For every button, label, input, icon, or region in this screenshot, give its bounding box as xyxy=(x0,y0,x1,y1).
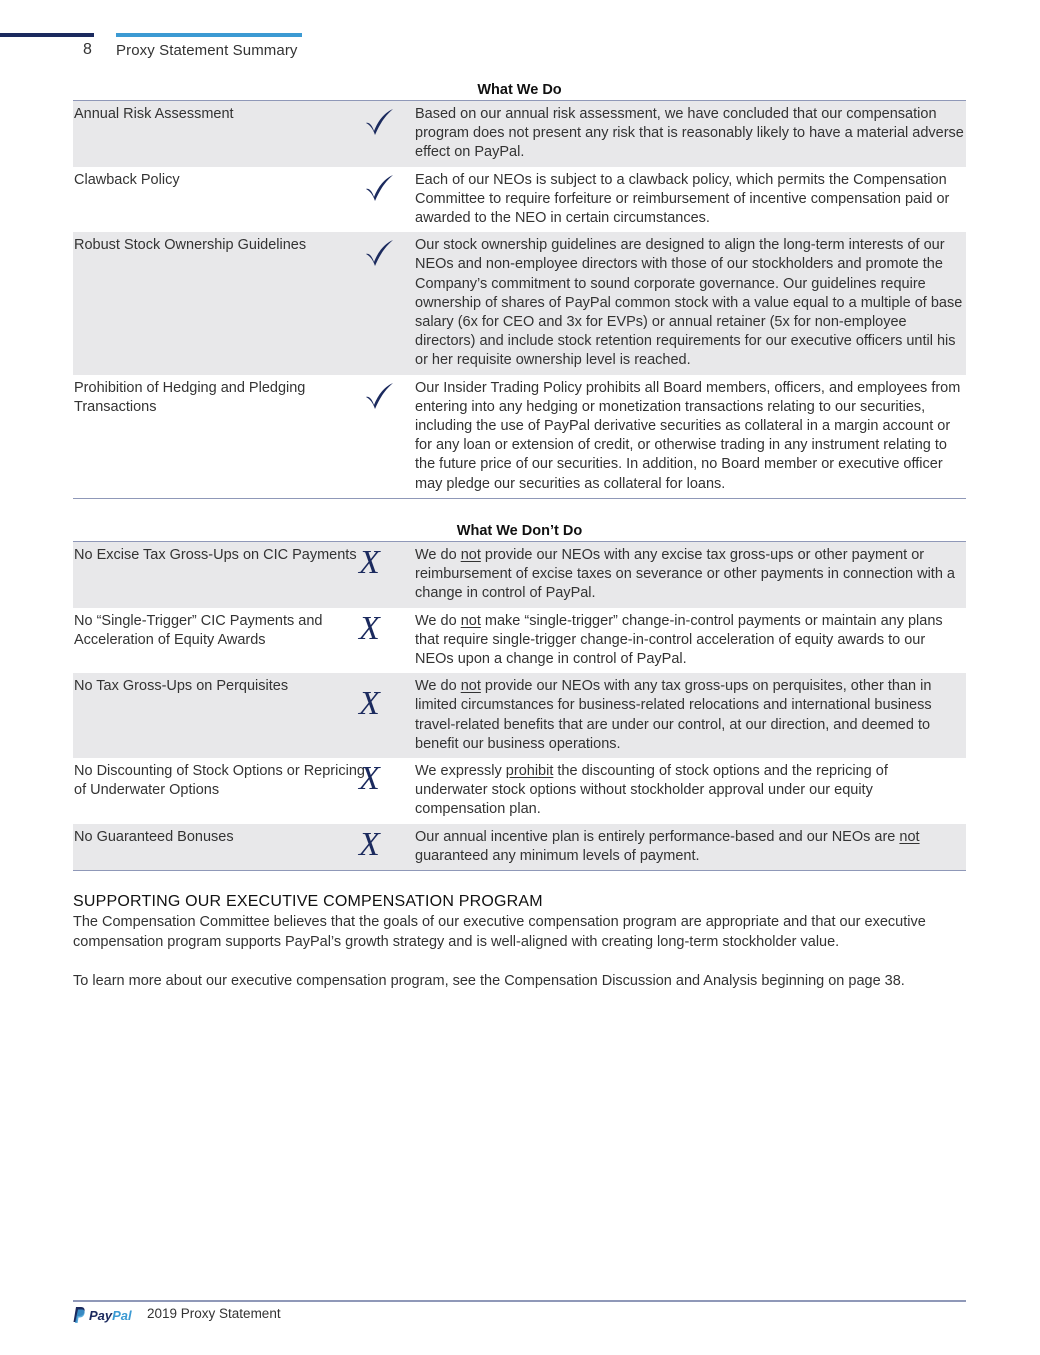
section-title: Proxy Statement Summary xyxy=(116,42,298,59)
row-description: We do not make “single-trigger” change-in-control payments or maintain any plans that require single-trigger change-in-control acceleration of equity awards to our NEOs upon a change in control of PayPal. xyxy=(415,612,943,668)
row-description: We expressly prohibit the discounting of stock options and the repricing of underwater stock options without stockholder approval under our equity compensation plan. xyxy=(415,763,888,818)
body-paragraph: The Compensation Committee believes that the goals of our executive compensation program are appropriate and that our executive compensation program supports PayPal’s growth strategy and is well-aligned with creating long-term stockholder value. xyxy=(73,914,926,950)
footer-doc-title: 2019 Proxy Statement xyxy=(147,1306,281,1321)
row-label: Annual Risk Assessment xyxy=(74,106,234,122)
paypal-logo: PayPal xyxy=(73,1305,132,1325)
table-row xyxy=(73,824,966,870)
row-label: No Discounting of Stock Options or Repricing of Underwater Options xyxy=(74,763,365,799)
row-description: Our Insider Trading Policy prohibits all Board members, officers, and employees from entering into any hedging or monetization transactions relating to our securities, including the use of PayPal derivative securities as collateral in a margin account or for any loan or extension of credit, or otherwise trading in any instrument relating to the future price of our securities. In addition, no Board member or executive officer may pledge our securities as collateral for loans. xyxy=(415,379,961,492)
x-mark-icon: X xyxy=(359,760,380,798)
what-we-do-title: What We Do xyxy=(73,80,966,101)
x-mark-icon: X xyxy=(359,609,380,647)
table-row xyxy=(73,758,966,824)
table-row xyxy=(73,673,966,758)
emphasis-text: not xyxy=(899,828,920,845)
row-label: No “Single-Trigger” CIC Payments and Acceleration of Equity Awards xyxy=(74,612,323,648)
row-label: Prohibition of Hedging and Pledging Transactions xyxy=(74,379,306,415)
section-heading: SUPPORTING OUR EXECUTIVE COMPENSATION PROGRAM xyxy=(73,893,543,910)
row-label: Robust Stock Ownership Guidelines xyxy=(74,237,307,254)
emphasis-text: prohibit xyxy=(505,763,554,780)
footer-rule xyxy=(73,1300,966,1302)
row-label: No Tax Gross-Ups on Perquisites xyxy=(74,678,289,695)
paypal-p-icon xyxy=(73,1307,85,1323)
row-description: Our annual incentive plan is entirely performance-based and our NEOs are not guaranteed any minimum levels of payment. xyxy=(415,828,920,864)
what-we-dont-do-title: What We Don’t Do xyxy=(73,521,966,542)
x-mark-icon: X xyxy=(359,544,380,581)
what-we-dont-do-table xyxy=(73,521,966,871)
emphasis-text: not xyxy=(460,678,481,695)
table-row xyxy=(73,542,966,608)
checkmark-icon xyxy=(365,375,415,498)
header-bar-light xyxy=(116,33,302,37)
checkmark-icon xyxy=(365,101,415,167)
checkmark-icon xyxy=(365,167,415,233)
row-label: No Guaranteed Bonuses xyxy=(74,828,234,845)
row-description: We do not provide our NEOs with any tax gross-ups on perquisites, other than in limited circumstances for business-related relocations and international business travel-related benefits that are under our control, at our direction, and deemed to benefit our business operations. xyxy=(415,678,932,752)
table-bottom-rule xyxy=(73,498,966,499)
body-paragraph: To learn more about our executive compensation program, see the Compensation Discussion and Analysis beginning on page 38. xyxy=(73,973,905,989)
row-label: No Excise Tax Gross-Ups on CIC Payments xyxy=(74,547,357,563)
x-mark-icon: X xyxy=(359,825,380,863)
table-row xyxy=(73,232,966,374)
table-row xyxy=(73,608,966,674)
table-bottom-rule xyxy=(73,870,966,871)
header-bar-dark xyxy=(0,33,94,37)
checkmark-icon xyxy=(365,232,415,374)
table-row xyxy=(73,101,966,167)
table-row xyxy=(73,375,966,498)
row-description: Our stock ownership guidelines are designed to align the long-term interests of our NEOs and non-employee directors with those of our stockholders and promote the Company’s commitment to sound corporate governance. Our guidelines require ownership of shares of PayPal common stock with a value equal to a multiple of base salary (6x for CEO and 3x for EVPs) or annual retainer (5x for non-employee directors) and include stock retention requirements for our executive officers until his or her requisite ownership level is reached. xyxy=(415,237,963,369)
table-row xyxy=(73,167,966,233)
row-description: Each of our NEOs is subject to a clawback policy, which permits the Compensation Committee to require forfeiture or reimbursement of incentive compensation paid or awarded to the NEO in certain circumstances. xyxy=(415,171,950,227)
row-label: Clawback Policy xyxy=(74,171,180,188)
emphasis-text: not xyxy=(460,547,481,563)
x-mark-icon: X xyxy=(359,685,380,723)
what-we-do-table xyxy=(73,80,966,499)
page-number: 8 xyxy=(83,41,92,58)
row-description: Based on our annual risk assessment, we have concluded that our compensation program does not present any risk that is reasonably likely to have a material adverse effect on PayPal. xyxy=(415,106,964,161)
emphasis-text: not xyxy=(460,612,481,629)
row-description: We do not provide our NEOs with any excise tax gross-ups or other payment or reimbursement of excise taxes on severance or other payments in connection with a change in control of PayPal. xyxy=(415,547,955,602)
